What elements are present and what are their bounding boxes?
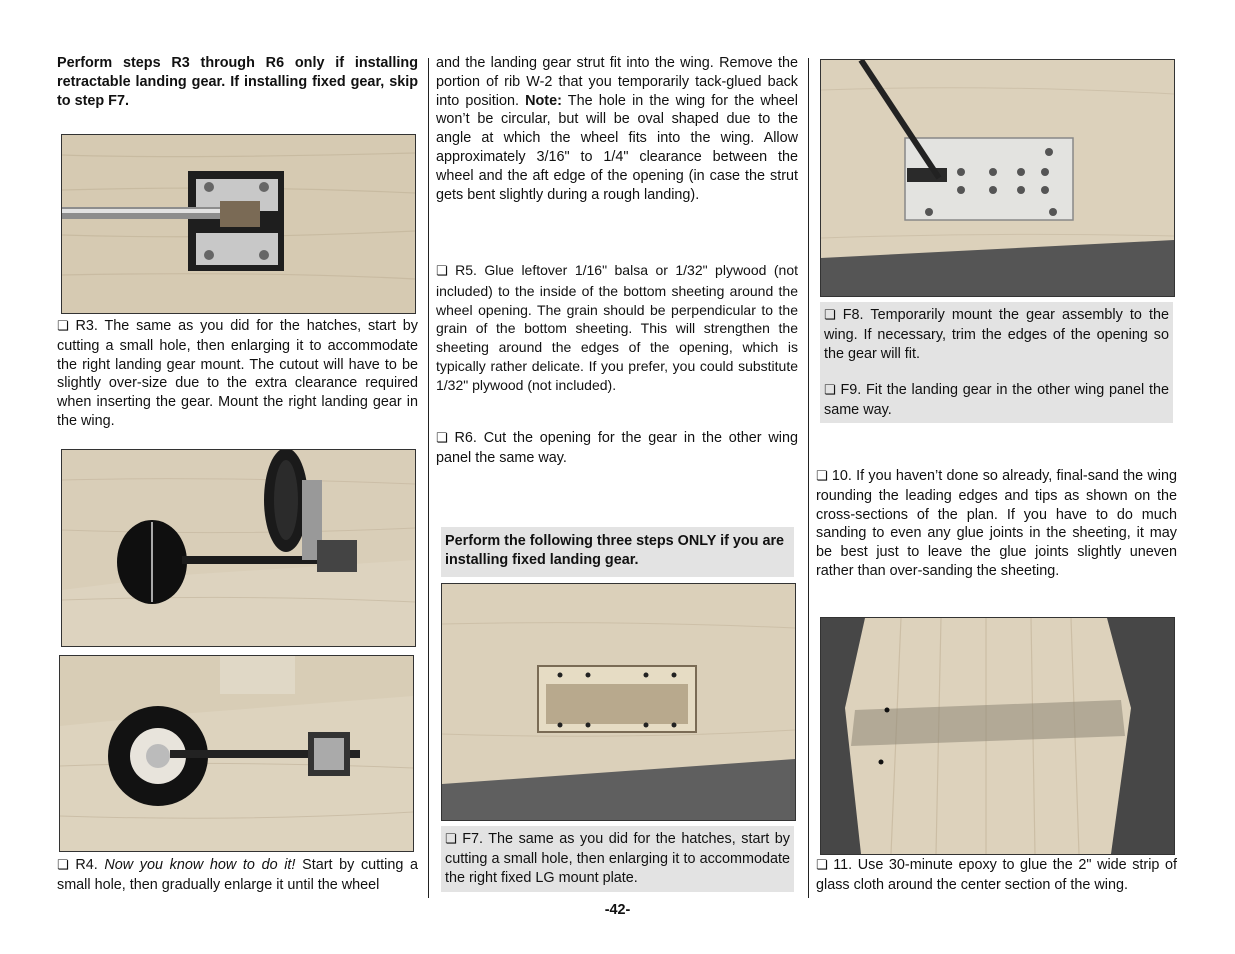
photo-fixed-gear-opening (441, 583, 796, 821)
step-f9-text: F9. Fit the landing gear in the other wing panel the same way. (824, 382, 1170, 418)
step-r4-continued-a: and the landing gear strut fit into the wing. Remove the portion of rib W-2 that you temporarily tack-glued back into position. (436, 55, 798, 109)
column-divider-left (428, 58, 429, 898)
checkbox-r3[interactable]: ❏ (57, 319, 69, 334)
checkbox-r6[interactable]: ❏ (436, 431, 448, 446)
step-r4-continued (436, 54, 798, 204)
step-r6-text: R6. Cut the opening for the gear in the other wing panel the same way. (436, 430, 799, 466)
page-number: -42- (604, 902, 631, 918)
step-r4-italic: Now you know how to do it! (104, 857, 296, 873)
step-r4-text: Start by cutting a small hole, then gradually enlarge it until the wheel (57, 857, 419, 893)
step-10-text: 10. If you haven’t done so already, final-sand the wing rounding the leading edges and tips as shown on the cross-sections of the plan. If you have to do much sanding to even any glue joints in the sheeting, it may be best just to leave the glue joints slightly uneven rather than over-sanding the sheeting. (816, 468, 1178, 579)
step-r5-text: R5. Glue leftover 1/16" balsa or 1/32" plywood (not included) to the inside of the bottom sheeting around the wheel opening. The grain should be perpendicular to the grain of the bottom sheeting. This will strengthen the sheeting around the edges of the opening, which is typically rather delicate. If you prefer, you could substitute 1/32" plywood (not included). (436, 262, 799, 393)
step-r4-label: R4. (75, 857, 98, 873)
step-f7 (445, 830, 790, 887)
checkbox-f9[interactable]: ❏ (824, 383, 836, 398)
step-10 (816, 467, 1177, 581)
step-r5 (436, 261, 798, 395)
checkbox-f8[interactable]: ❏ (824, 308, 836, 323)
step-r6 (436, 429, 798, 468)
checkbox-r4[interactable]: ❏ (57, 858, 69, 873)
step-r4-continued-b: The hole in the wing for the wheel won’t be circular, but will be oval shaped due to the angle at which the wheel fits into the wing. Allow approximately 3/16" to 1/4" clearance between the wheel and the aft edge of the opening (in case the strut gets bent slightly during a rough landing). (436, 92, 798, 203)
retract-gear-intro: Perform steps R3 through R6 only if installing retractable landing gear. If installing fixed gear, skip to step F7. (57, 55, 418, 109)
note-label: Note: (525, 92, 562, 109)
step-r3 (57, 317, 418, 431)
photo-fixed-gear-plate-mounted (820, 59, 1175, 297)
column-divider-right (808, 58, 809, 898)
checkbox-r5[interactable]: ❏ (436, 264, 448, 279)
step-f7-text: F7. The same as you did for the hatches, start by cutting a small hole, then enlarging it to accommodate the right fixed LG mount plate. (445, 831, 790, 886)
checkbox-f7[interactable]: ❏ (445, 832, 457, 847)
checkbox-11[interactable]: ❏ (816, 858, 828, 873)
photo-retract-gear-retracted (59, 655, 414, 852)
step-11 (816, 856, 1177, 895)
step-f8 (824, 306, 1169, 363)
photo-retract-mount-installed (61, 134, 416, 314)
step-r3-text: R3. The same as you did for the hatches, start by cutting a small hole, then enlarging it to accommodate the right landing gear mount. The cutout will have to be slightly over-size due to the extra clearance required when inserting the gear. Mount the right landing gear in the wing. (57, 318, 419, 429)
photo-retract-gear-wheel-oval-hole (61, 449, 416, 647)
checkbox-10[interactable]: ❏ (816, 469, 828, 484)
step-r4 (57, 856, 418, 895)
photo-glass-cloth-center-section (820, 617, 1175, 855)
step-f9 (824, 381, 1169, 420)
step-f8-text: F8. Temporarily mount the gear assembly to the wing. If necessary, trim the edges of the opening so the gear will fit. (824, 307, 1169, 362)
step-11-text: 11. Use 30-minute epoxy to glue the 2" wide strip of glass cloth around the center section of the wing. (816, 857, 1177, 893)
fixed-gear-note: Perform the following three steps ONLY if you are installing fixed landing gear. (445, 533, 785, 568)
